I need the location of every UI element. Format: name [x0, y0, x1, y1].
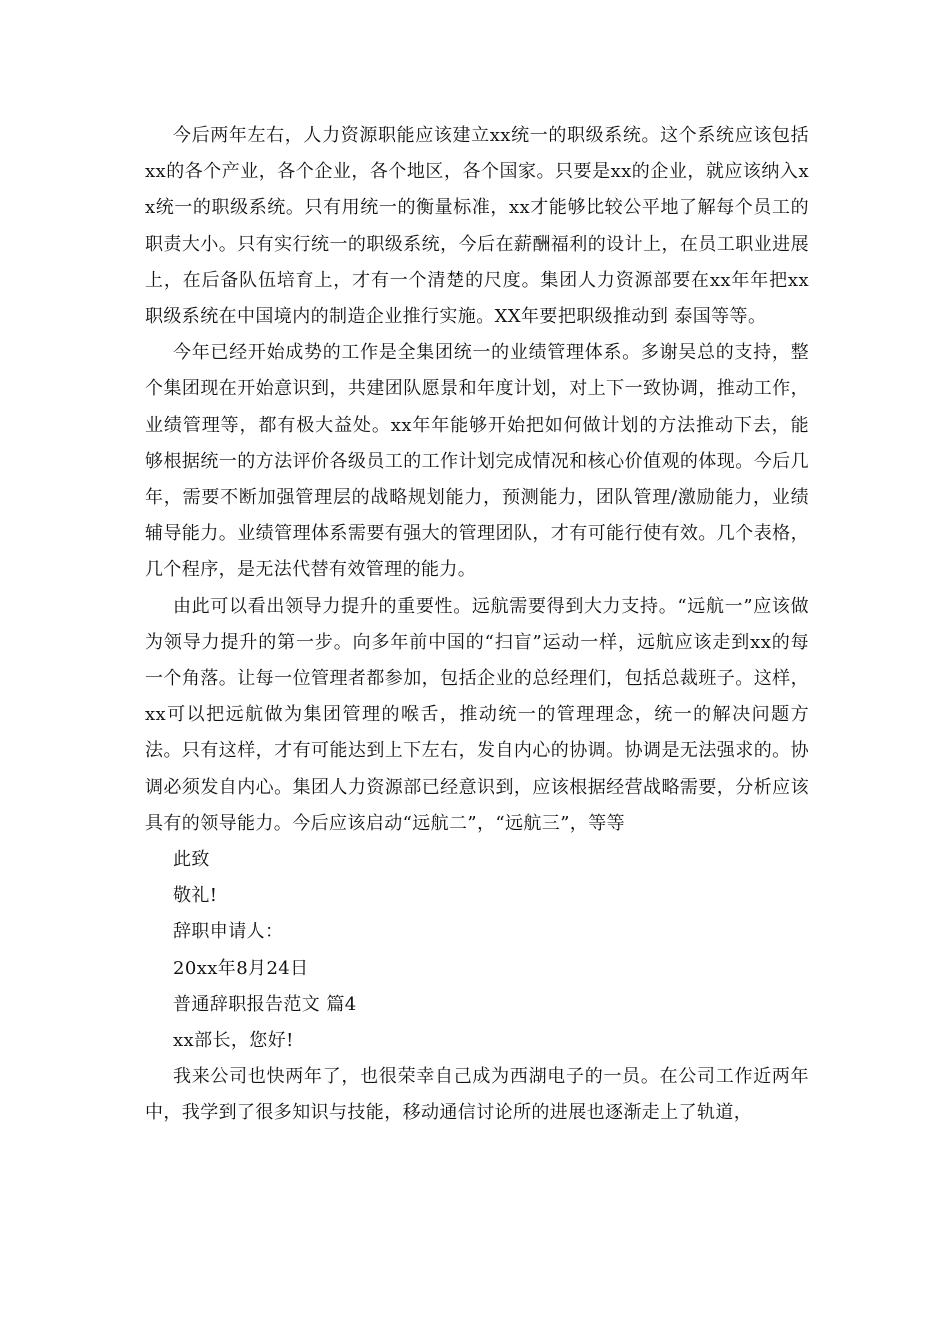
letter-date: 20xx年8月24日 — [173, 957, 309, 979]
body-paragraph-intro: 我来公司也快两年了，也很荣幸自己成为西湖电子的一员。在公司工作近两年中，我学到了很多知识与技能，移动通信讨论所的进展也逐渐走上了轨道， — [145, 1066, 809, 1124]
closing-salutation-2: 敬礼! — [173, 885, 218, 907]
body-paragraph-performance-management: 今年已经开始成势的工作是全集团统一的业绩管理体系。多谢吴总的支持，整个集团现在开始意识到，共建团队愿景和年度计划，对上下一致协调，推动工作，业绩管理等，都有极大益处。xx年年能够开始把如何做计划的方法推动下去，能够根据统一的方法评价各级员工的工作计划完成情况和核心价值观的体现。今后几年，需要不断加强管理层的战略规划能力，预测能力，团队管理/激励能力，业绩辅导能力。业绩管理体系需要有强大的管理团队，才有可能行使有效。几个表格，几个程序，是无法代替有效管理的能力。 — [145, 342, 809, 581]
signature-label: 辞职申请人： — [173, 921, 284, 943]
document-page — [145, 118, 809, 1132]
body-paragraph-job-grading: 今后两年左右，人力资源职能应该建立xx统一的职级系统。这个系统应该包括xx的各个产业，各个企业，各个地区，各个国家。只要是xx的企业，就应该纳入xx统一的职级系统。只有用统一的衡量标准，xx才能够比较公平地了解每个员工的职责大小。只有实行统一的职级系统，今后在薪酬福利的设计上，在员工职业进展上，在后备队伍培育上，才有一个清楚的尺度。集团人力资源部要在xx年年把xx职级系统在中国境内的制造企业推行实施。XX年要把职级推动到 泰国等等。 — [145, 125, 809, 328]
body-paragraph-leadership: 由此可以看出领导力提升的重要性。远航需要得到大力支持。“远航一”应该做为领导力提升的第一步。向多年前中国的“扫盲”运动一样，远航应该走到xx的每一个角落。让每一位管理者都参加，包括企业的总经理们，包括总裁班子。这样，xx可以把远航做为集团管理的喉舌，推动统一的管理理念，统一的解决问题方法。只有这样，才有可能达到上下左右，发自内心的协调。协调是无法强求的。协调必须发自内心。集团人力资源部已经意识到，应该根据经营战略需要，分析应该具有的领导能力。今后应该启动“远航二”，“远航三”，等等 — [145, 595, 809, 834]
section-heading: 普通辞职报告范文 篇4 — [173, 993, 357, 1015]
letter-greeting: xx部长，您好! — [173, 1030, 294, 1052]
closing-salutation-1: 此致 — [173, 849, 210, 871]
